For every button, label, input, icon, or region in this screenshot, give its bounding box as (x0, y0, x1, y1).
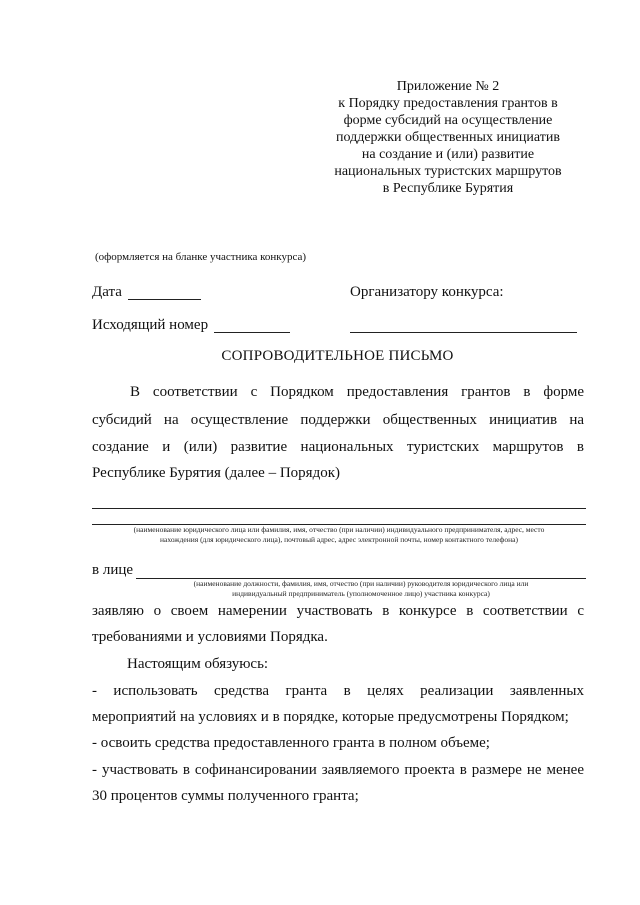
appendix-line: Приложение № 2 (396, 79, 500, 94)
declaration-line-1: заявляю о своем намерении участвовать в конкурсе в соответствии с (92, 603, 584, 619)
obligation-3-line-2: 30 процентов суммы полученного гранта; (92, 788, 359, 804)
appendix-line: поддержки общественных инициатив (336, 130, 560, 145)
in-person-label: в лице (92, 562, 134, 578)
intro-line-1: В соответствии с Порядком предоставления грантов в форме (130, 384, 584, 400)
outgoing-number-label: Исходящий номер (92, 317, 209, 333)
applicant-field-line-1[interactable] (92, 508, 586, 509)
recipient-field-line[interactable] (350, 332, 577, 333)
form-note: (оформляется на бланке участника конкурса) (95, 251, 307, 263)
letter-title: СОПРОВОДИТЕЛЬНОЕ ПИСЬМО (221, 348, 454, 364)
intro-line-4: Республике Бурятия (далее – Порядок) (92, 465, 340, 481)
obligation-3-line-1: - участвовать в софинансировании заявляемого проекта в размере не менее (92, 762, 584, 778)
intro-line-3: создание и (или) развитие национальных туристских маршрутов в (92, 439, 584, 455)
applicant-caption-line: (наименование юридического лица или фамилия, имя, отчество (при наличии) индивидуального предпринимателя, адрес, место (133, 525, 545, 534)
outgoing-number-field-line[interactable] (214, 332, 290, 333)
representative-caption (136, 579, 586, 599)
appendix-line: форме субсидий на осуществление (343, 113, 553, 128)
intro-line-2: субсидий на осуществление поддержки общественных инициатив на (92, 412, 584, 428)
appendix-line: на создание и (или) развитие (361, 147, 535, 162)
applicant-caption-line: нахождения (для юридического лица), почтовый адрес, адрес электронной почты, номер контактного телефона) (160, 535, 518, 544)
obligations-intro: Настоящим обязуюсь: (127, 656, 269, 672)
appendix-line: к Порядку предоставления грантов в (338, 96, 558, 111)
appendix-header (318, 78, 578, 197)
date-label: Дата (92, 284, 122, 300)
representative-caption-line: индивидуальный предприниматель (уполномоченное лицо) участника конкурса) (232, 589, 490, 598)
obligation-1-line-2: мероприятий на условиях и в порядке, которые предусмотрены Порядком; (92, 709, 569, 725)
declaration-line-2: требованиями и условиями Порядка. (92, 629, 328, 645)
appendix-line: национальных туристских маршрутов (334, 164, 562, 179)
applicant-caption (92, 525, 586, 545)
obligation-1-line-1: - использовать средства гранта в целях реализации заявленных (92, 683, 584, 699)
appendix-line: в Республике Бурятия (382, 181, 514, 196)
date-field-line[interactable] (128, 299, 201, 300)
representative-caption-line: (наименование должности, фамилия, имя, отчество (при наличии) руководителя юридического лица или (193, 579, 529, 588)
obligation-2: - освоить средства предоставленного гранта в полном объеме; (92, 735, 490, 751)
recipient-label: Организатору конкурса: (350, 284, 504, 300)
